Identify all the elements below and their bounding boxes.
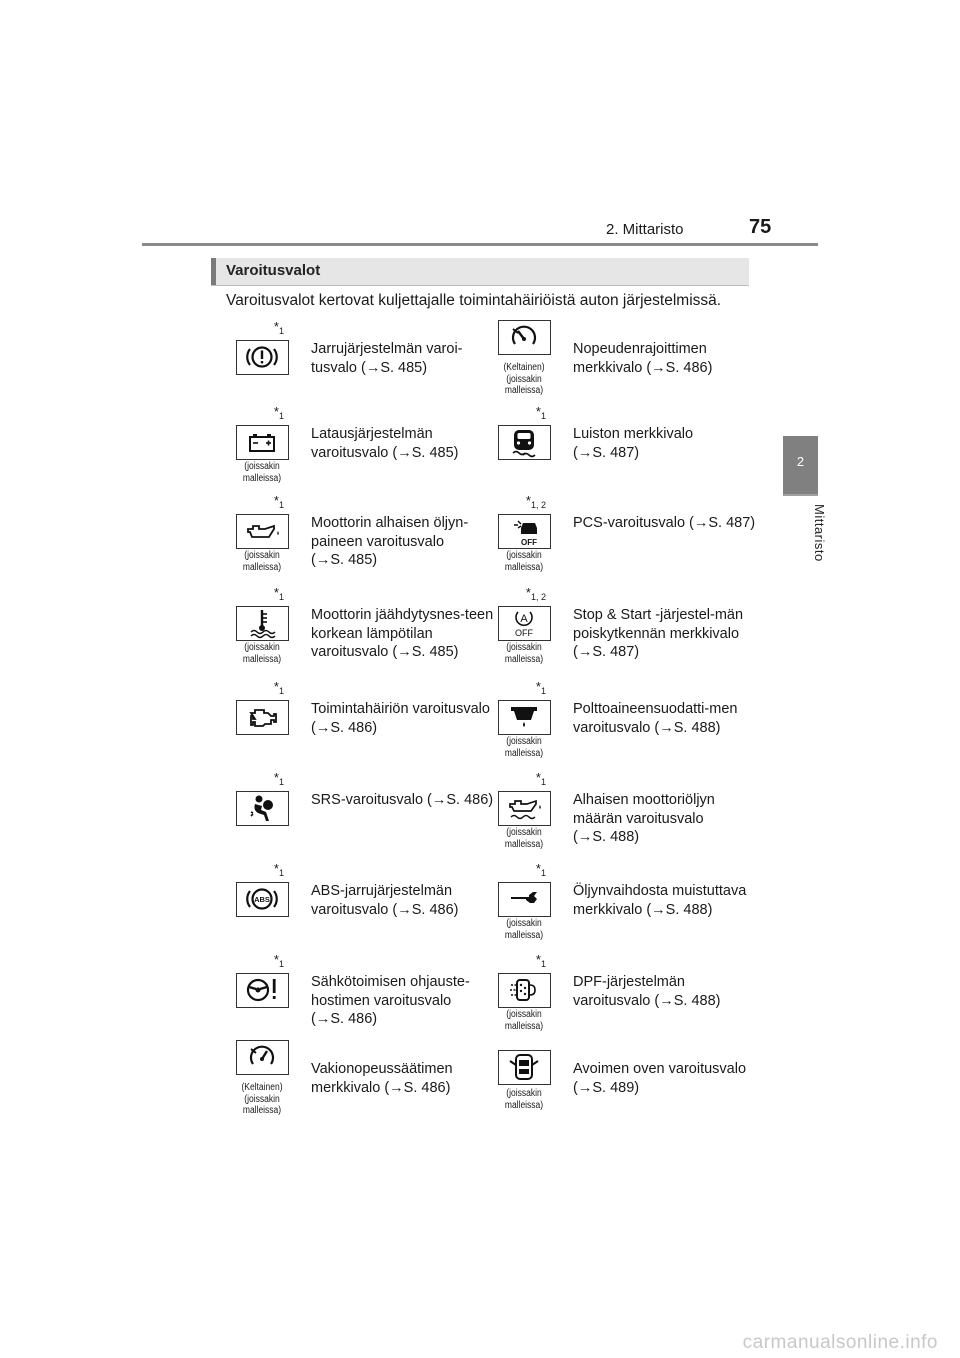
chapter-tab-rule [783,494,818,496]
availability-note: (joissakin malleissa) [504,736,544,759]
wrench-icon [499,883,549,915]
lamp-coolant [212,586,512,676]
footer [0,1326,960,1358]
power-steering-icon [237,974,287,1006]
availability-note: (joissakin malleissa) [504,550,544,573]
footnote-mark: $*_1$ [273,770,284,787]
lamp-icon-frame [236,882,289,917]
lamp-description: Avoimen oven varoitusvalo (→S. 489) [573,1061,747,1096]
page-reference[interactable]: S. 486) [330,1011,378,1027]
page-reference[interactable]: S. 485) [380,359,428,376]
lamp-malfunction [212,680,512,770]
svg-text:OFF: OFF [521,538,537,547]
chapter-label: Mittaristo [812,504,827,562]
lamp-speed-limiter [474,320,774,410]
lamp-description: Moottorin jäähdytysnes-teen korkean lämpötilan varoitusvalo (→S. 485) [311,607,494,660]
page-reference[interactable]: S. 486) [665,359,713,376]
footnote-mark: $*_{1, 2}$ [525,585,546,602]
lamp-description: Nopeudenrajoittimen merkkivalo (→S. 486) [573,341,713,376]
footnote-mark: $*_1$ [273,493,284,510]
battery-icon [237,426,287,458]
lamp-icon-frame [236,700,289,735]
availability-note: (Keltainen) (joissakin malleissa) [503,362,545,396]
lamp-description: DPF-järjestelmän varoitusvalo (→S. 488) [573,974,721,1009]
lamp-brake [212,320,512,410]
lamp-description: Stop & Start -järjestel-män poiskytkennän merkkivalo (→S. 487) [573,607,744,660]
availability-note: (joissakin malleissa) [242,550,282,573]
intro-text: Varoitusvalot kertovat kuljettajalle toimintahäiriöistä auton järjestelmissä. [226,292,722,309]
lamp-description: Polttoaineensuodatti-men varoitusvalo (→S. 488) [573,701,738,736]
page-reference[interactable]: S. 489) [592,1079,640,1096]
lamp-description: Jarrujärjestelmän varoi-tusvalo (→S. 485) [311,341,463,376]
chapter-tab [783,436,818,494]
section-accent [211,258,216,285]
header-rule [142,243,818,246]
lamp-oil-pressure [212,494,512,584]
availability-note: (joissakin malleissa) [504,1088,544,1111]
lamp-pcs [474,494,774,584]
lamp-charging [212,405,512,495]
lamp-icon-frame [498,973,551,1008]
page-reference[interactable]: S. 488) [592,829,640,845]
lamp-open-door [474,1040,774,1130]
lamp-icon-frame [498,425,551,460]
oil-pressure-icon [237,515,287,547]
stop-start-off-icon [499,607,549,639]
check-engine-icon [237,701,287,733]
coolant-temp-icon [237,607,287,639]
lamp-icon-frame [236,973,289,1008]
lamp-icon-frame [236,340,289,375]
footnote-mark: $*_1$ [273,952,284,969]
lamp-icon-frame [236,425,289,460]
lamp-description: Latausjärjestelmän varoitusvalo (→S. 485) [311,426,459,461]
abs-icon [237,883,287,915]
watermark: carmanualsonline.info [742,1332,938,1353]
lamp-abs [212,862,512,952]
dpf-icon [499,974,549,1006]
footnote-mark: $*_1$ [273,585,284,602]
page-reference[interactable]: S. 488) [665,901,713,918]
availability-note: (joissakin malleissa) [504,1009,544,1032]
lamp-icon-frame [498,882,551,917]
page-reference[interactable]: S. 485) [411,444,459,461]
footnote-mark: $*_1$ [273,404,284,421]
lamp-icon-frame [236,791,289,826]
lamp-description: Öljynvaihdosta muistuttava merkkivalo (→S. 488) [573,883,747,918]
svg-text:A: A [520,613,528,625]
lamp-icon-frame [498,514,551,549]
lamp-icon-frame [498,606,551,641]
availability-note: (joissakin malleissa) [504,642,544,665]
lamp-icon-frame [498,791,551,826]
page-reference[interactable]: S. 486) [403,1079,451,1096]
footnote-mark: $*_1$ [535,861,546,878]
availability-note: (joissakin malleissa) [504,827,544,850]
page-reference[interactable]: S. 487) [592,444,640,461]
lamp-fuel-filter [474,680,774,770]
lamp-icon-frame [236,1040,289,1075]
page-reference[interactable]: S. 487) [708,515,756,531]
lamp-description: Sähkötoimisen ohjauste-hostimen varoitusvalo (→S. 486) [311,974,470,1027]
section-title: Varoitusvalot [226,262,321,279]
lamp-stop-start [474,586,774,676]
footnote-mark: $*_1$ [273,679,284,696]
lamp-icon-frame [498,320,551,355]
page-reference[interactable]: S. 485) [411,644,459,660]
footnote-mark: $*_1$ [535,679,546,696]
lamp-description: Toimintahäiriön varoitusvalo (→S. 486) [311,701,490,736]
footnote-mark: $*_1$ [273,861,284,878]
lamp-icon-frame [498,700,551,735]
lamp-dpf [474,953,774,1043]
availability-note: (joissakin malleissa) [242,461,282,484]
lamp-description: PCS-varoitusvalo (→S. 487) [573,515,756,531]
lamp-description: Luiston merkkivalo (→S. 487) [573,426,694,461]
section-heading-bar [211,258,749,285]
svg-text:ABS: ABS [254,895,270,904]
lamp-description: ABS-jarrujärjestelmän varoitusvalo (→S. 486) [311,883,459,918]
cruise-control-icon [237,1041,287,1073]
lamp-description: Moottorin alhaisen öljyn-paineen varoitusvalo (→S. 485) [311,515,469,568]
lamp-power-steering [212,953,512,1043]
footnote-mark: $*_1$ [535,770,546,787]
footnote-mark: $*_{1, 2}$ [525,493,546,510]
speed-limiter-icon [499,321,549,353]
page-reference[interactable]: S. 486) [330,719,378,736]
running-header-section: 2. Mittaristo [606,221,684,238]
lamp-icon-frame [498,1050,551,1085]
chapter-number: 2 [796,454,805,469]
svg-text:OFF: OFF [515,628,533,638]
footnote-mark: $*_1$ [535,404,546,421]
page-reference[interactable]: S. 485) [330,552,378,568]
fuel-filter-icon [499,701,549,733]
lamp-description: Alhaisen moottoriöljyn määrän varoitusvalo (→S. 488) [573,792,715,845]
lamp-icon-frame [236,514,289,549]
pcs-off-icon [499,515,549,547]
oil-level-icon [499,792,549,824]
lamp-slip [474,405,774,495]
availability-note: (joissakin malleissa) [504,918,544,941]
footnote-mark: $*_1$ [273,319,284,336]
slip-indicator-icon [499,426,549,458]
footnote-mark: $*_1$ [535,952,546,969]
lamp-oil-level [474,771,774,861]
section-underline [211,285,749,286]
page-reference[interactable]: S. 488) [673,992,721,1009]
lamp-cruise-control [212,1040,512,1130]
page-reference[interactable]: S. 486) [411,901,459,918]
availability-note: (joissakin malleissa) [242,642,282,665]
open-door-icon [499,1051,549,1083]
availability-note: (Keltainen) (joissakin malleissa) [241,1082,283,1116]
lamp-description: Vakionopeussäätimen merkkivalo (→S. 486) [311,1061,453,1096]
lamp-srs [212,771,512,861]
lamp-oil-change [474,862,774,952]
lamp-description: SRS-varoitusvalo (→S. 486) [311,792,494,808]
page-reference[interactable]: S. 486) [446,792,494,808]
srs-airbag-icon [237,792,287,824]
page-reference[interactable]: S. 488) [673,719,721,736]
page-reference[interactable]: S. 487) [592,644,640,660]
lamp-icon-frame [236,606,289,641]
page-number: 75 [749,216,772,238]
brake-warning-icon [237,341,287,373]
